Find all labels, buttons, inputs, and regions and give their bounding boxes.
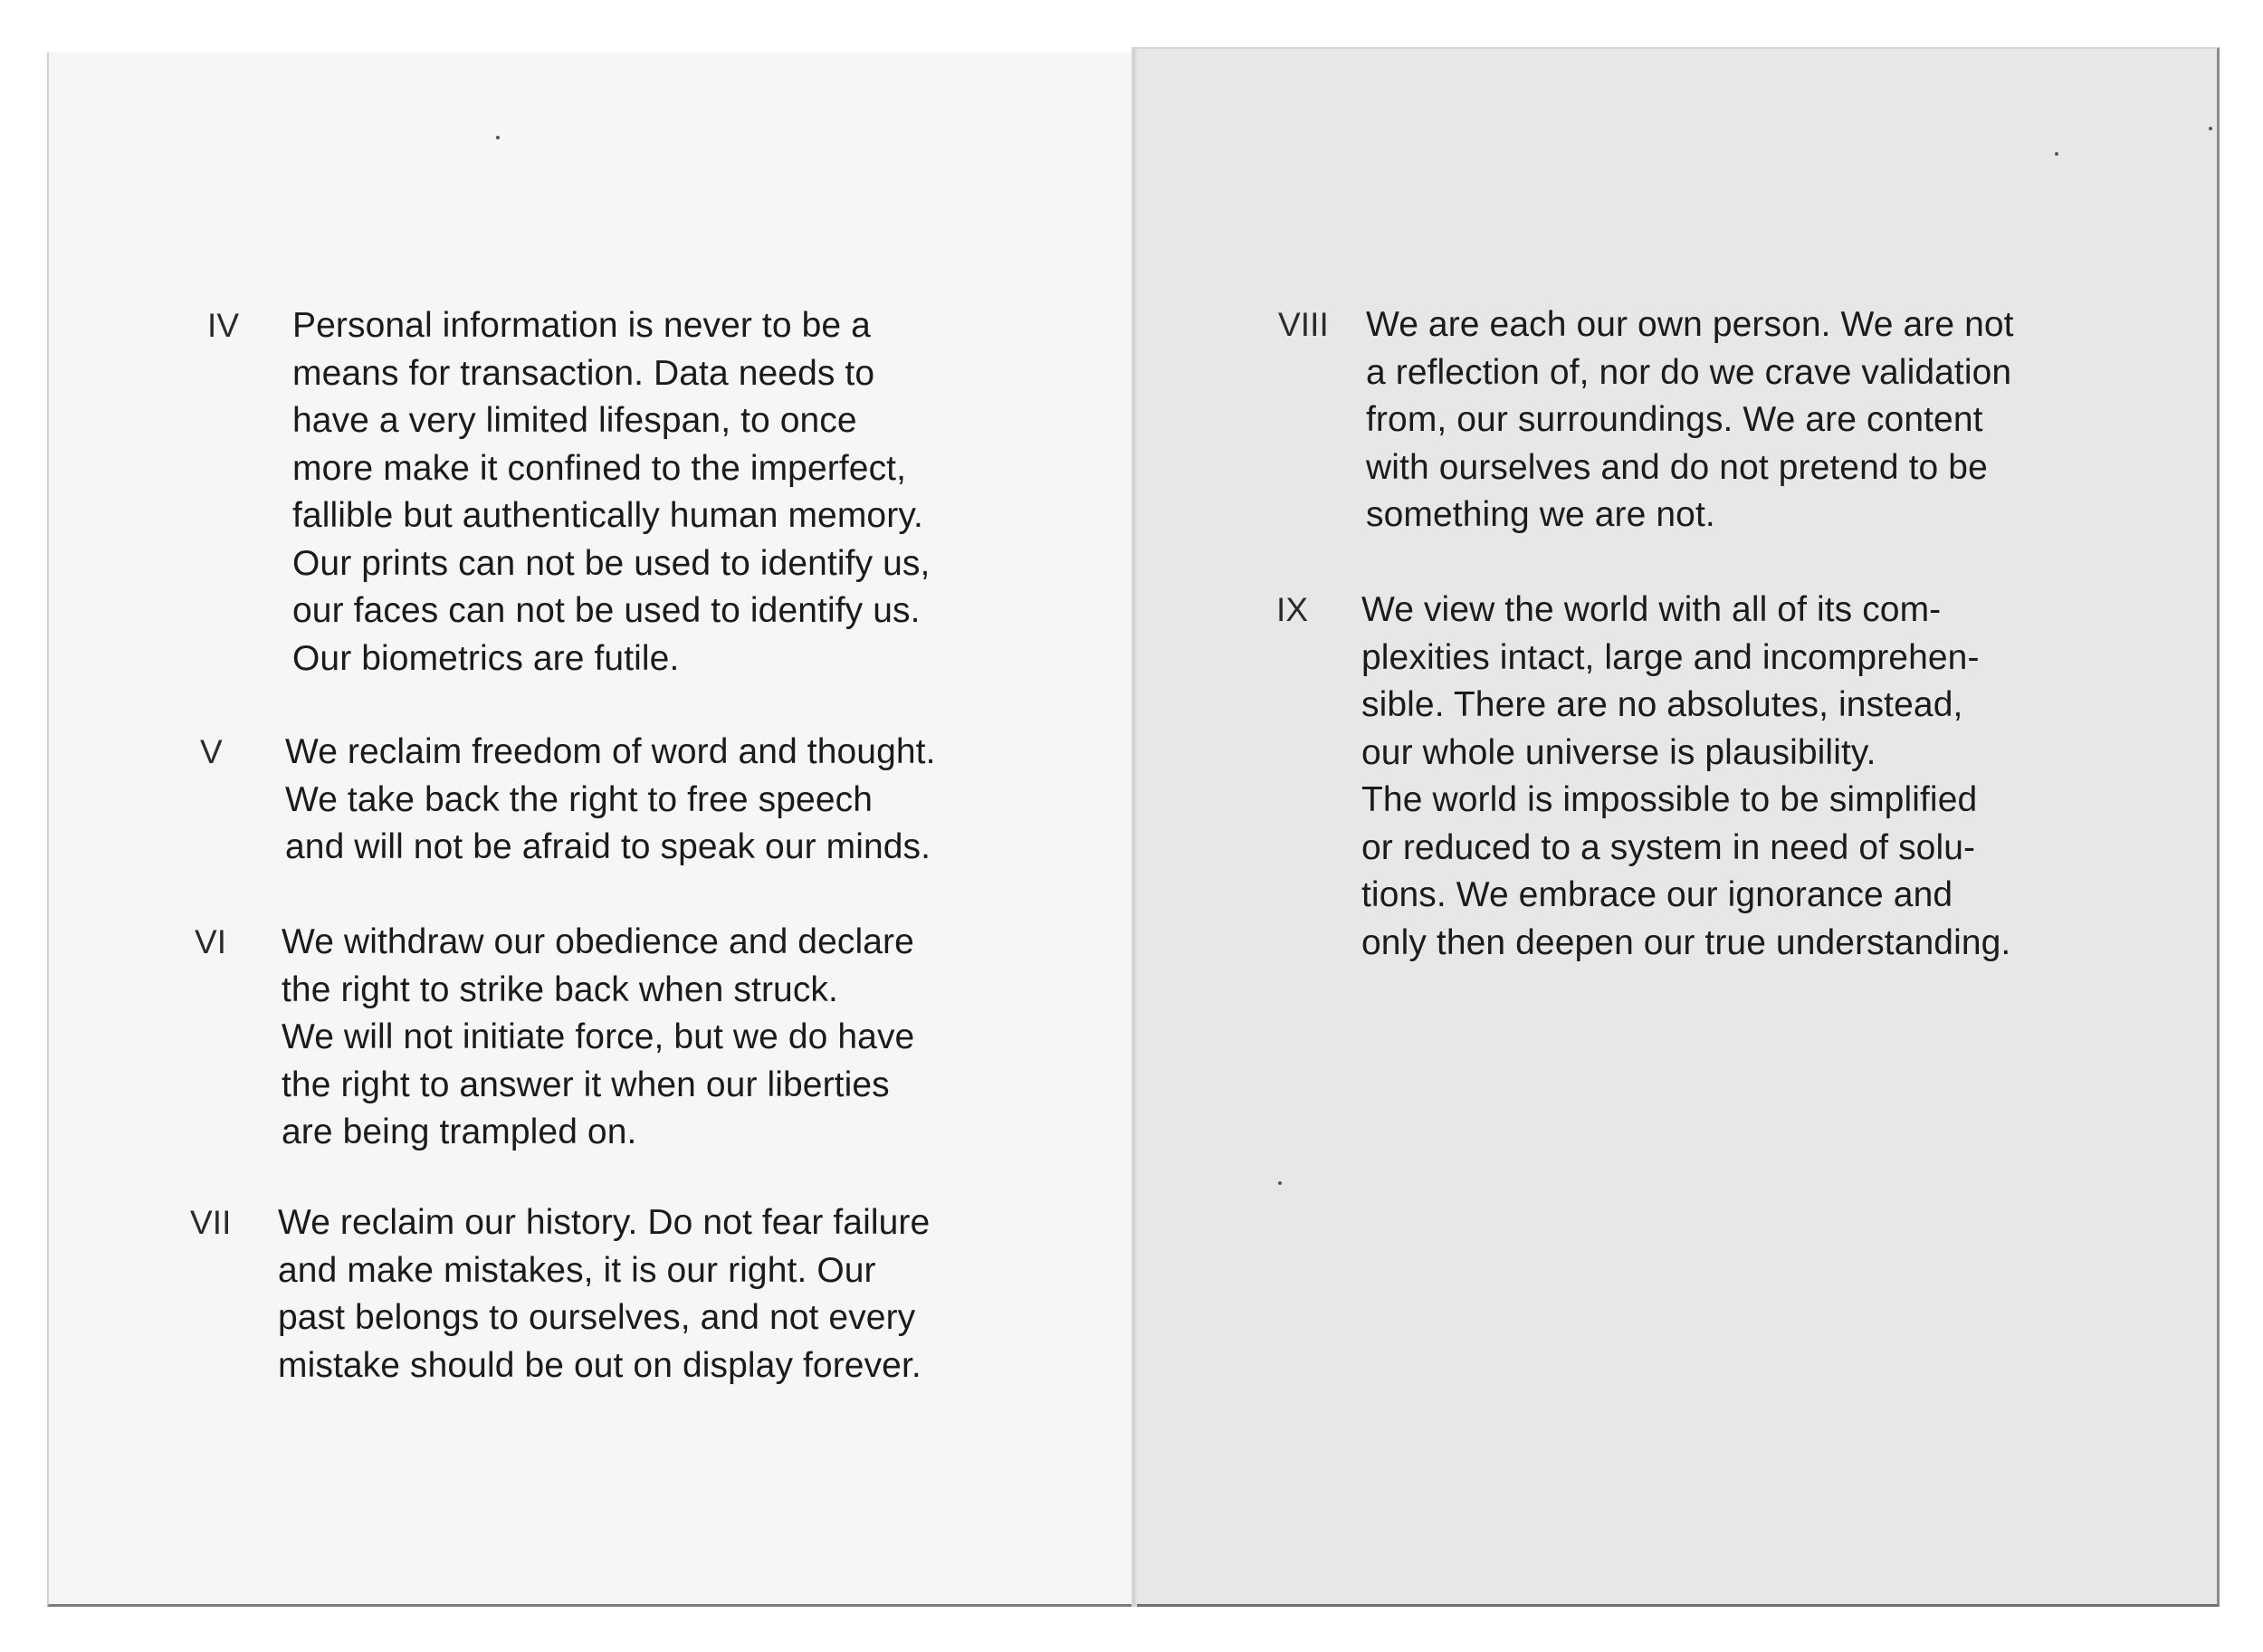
article-numeral: V: [200, 733, 223, 770]
article-ix: [1276, 587, 2182, 976]
article-iv: [207, 302, 1076, 692]
paper-speck: [2209, 127, 2212, 130]
article-numeral: VI: [195, 923, 227, 960]
article-text: We reclaim our history. Do not fear failure and make mistakes, it is our right. Our past belongs to ourselves, and not every mistake should be out on display forever.: [278, 1203, 931, 1385]
article-text: We withdraw our obedience and declare the right to strike back when struck. We will not initiate force, but we do have the right to answer it when our liberties are being trampled on.: [282, 922, 915, 1151]
article-vii: [190, 1199, 1077, 1399]
article-text: We view the world with all of its com- plexities intact, large and incomprehen- sible. There are no absolutes, instead, our whole universe is plausibility. The world is impossible to be simplified or reduced to a system in need of solu- tions. We embrace our ignorance and only then deepen our true understanding.: [1361, 590, 2011, 962]
article-numeral: VIII: [1278, 306, 1329, 343]
article-numeral: IV: [207, 307, 240, 344]
paper-speck: [1278, 1181, 1282, 1185]
article-numeral: IX: [1276, 591, 1309, 628]
article-text: We reclaim freedom of word and thought. We take back the right to free speech and will not be afraid to speak our minds.: [285, 732, 936, 866]
article-numeral: VII: [190, 1204, 232, 1241]
page-gutter: [1132, 47, 1137, 1607]
article-text: Personal information is never to be a means for transaction. Data needs to have a very limited lifespan, to once more make it confined to the imperfect, fallible but authentically human memory. Our prints can not be used to identify us, our faces can not be used to identify us. Our biometrics are futile.: [292, 306, 931, 678]
paper-speck: [2055, 152, 2058, 156]
article-text: We are each our own person. We are not a reflection of, nor do we crave validation from, our surroundings. We are content with ourselves and do not pretend to be something we are not.: [1366, 305, 2014, 534]
article-viii: [1278, 301, 2183, 546]
article-v: [200, 729, 1087, 883]
article-vi: [195, 919, 1064, 1163]
paper-speck: [496, 136, 500, 139]
